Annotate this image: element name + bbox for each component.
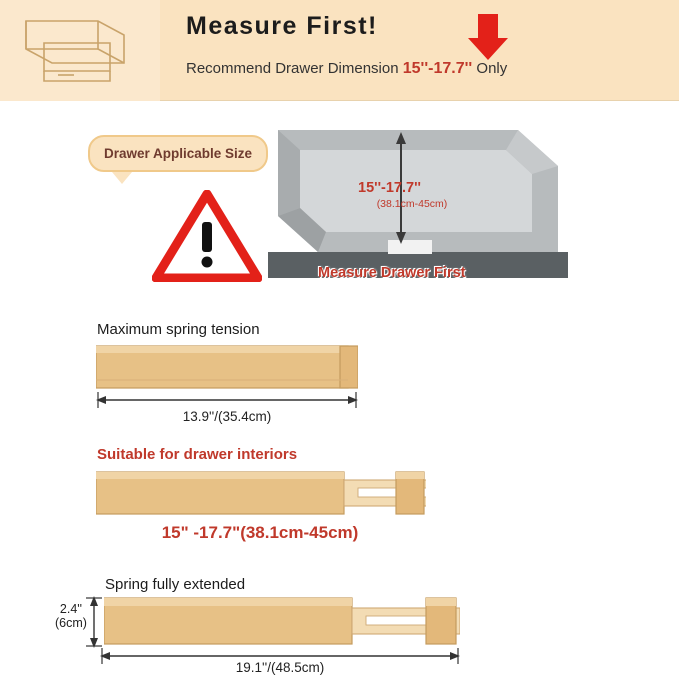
open-drawer-sketch-icon [14, 13, 142, 89]
measure-drawer-caption: Measure Drawer First [318, 265, 466, 281]
header-subtitle-highlight: 15''-17.7'' [402, 60, 473, 77]
header-sketch-panel [0, 0, 160, 101]
header-banner [0, 0, 679, 101]
row-1-title: Maximum spring tension [97, 321, 260, 338]
bamboo-divider-extended-icon [96, 468, 426, 520]
row-3-caption: 19.1''/(48.5cm) [235, 660, 325, 675]
bamboo-divider-compressed-icon [96, 344, 358, 394]
warning-triangle-icon [152, 190, 262, 282]
row-2-caption: 15" -17.7"(38.1cm-45cm) [161, 523, 359, 542]
row-3-height-arrow [86, 596, 102, 648]
drawer-dimension-label: 15''-17.7'' [358, 180, 421, 196]
pill-label: Drawer Applicable Size [104, 146, 253, 161]
drawer-applicable-size-pill [88, 135, 268, 172]
row-3-height-label-line2: (6cm) [55, 616, 87, 630]
bamboo-divider-full-extended-icon [104, 594, 460, 650]
drawer-dimension-metric: (38.1cm-45cm) [376, 198, 448, 210]
pill-tail [112, 172, 132, 184]
row-1-measure-arrow [96, 392, 358, 408]
row-3-height-label-line1: 2.4'' [59, 602, 83, 616]
page-title: Measure First! [186, 12, 378, 40]
row-1-caption: 13.9''/(35.4cm) [182, 409, 272, 424]
arrow-down-icon [466, 12, 510, 62]
header-subtitle [186, 60, 507, 78]
row-2-title: Suitable for drawer interiors [97, 446, 298, 463]
header-subtitle-prefix: Recommend Drawer Dimension [186, 60, 403, 77]
header-subtitle-suffix: Only [472, 60, 508, 77]
row-3-title: Spring fully extended [105, 576, 246, 593]
